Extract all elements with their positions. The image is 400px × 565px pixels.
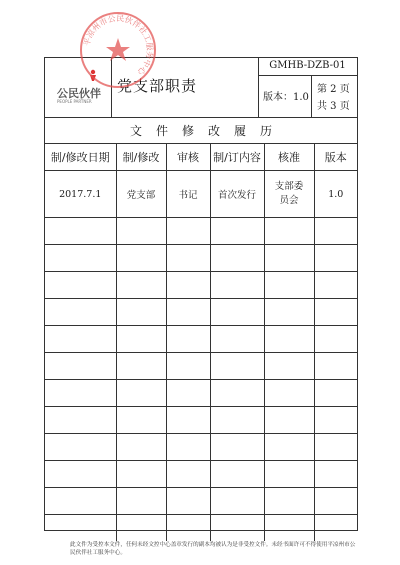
table-cell: [314, 488, 357, 515]
document-title: 党支部职责: [117, 77, 198, 95]
table-cell: [116, 515, 166, 542]
revision-history-heading: [45, 117, 357, 144]
table-cell: [166, 515, 210, 542]
table-cell: [210, 218, 264, 245]
col-header-content: 制/订内容: [210, 143, 264, 171]
table-cell: [264, 380, 314, 407]
document-code: GMHB-DZB-01: [269, 60, 346, 71]
table-cell: [210, 299, 264, 326]
table-row: [45, 245, 357, 272]
document-frame: [44, 57, 358, 531]
table-cell: [264, 272, 314, 299]
table-cell: [45, 245, 116, 272]
table-row: [45, 272, 357, 299]
table-cell: [116, 488, 166, 515]
table-cell: [264, 515, 314, 542]
table-cell: [166, 299, 210, 326]
table-cell: [210, 380, 264, 407]
logo-text: 公民伙伴: [57, 87, 101, 100]
table-cell: [314, 461, 357, 488]
table-cell: [45, 515, 116, 542]
cell-approval: [264, 171, 314, 218]
table-row: [45, 380, 357, 407]
table-cell: [314, 299, 357, 326]
col-header-approval: 核准: [264, 143, 314, 171]
table-cell: [210, 353, 264, 380]
section-title: 文件修改履历: [129, 124, 286, 138]
table-cell: [210, 515, 264, 542]
table-cell: [166, 272, 210, 299]
table-cell: [314, 245, 357, 272]
table-cell: [116, 353, 166, 380]
revision-history-table: [45, 143, 357, 541]
table-cell: [314, 515, 357, 542]
table-cell: [116, 434, 166, 461]
table-row: [45, 488, 357, 515]
official-seal: [78, 10, 158, 90]
table-cell: [166, 245, 210, 272]
table-cell: [116, 218, 166, 245]
table-cell: [116, 380, 166, 407]
col-header-review: 审核: [166, 143, 210, 171]
col-header-author: 制/修改: [116, 143, 166, 171]
seal-star-icon: [106, 38, 130, 61]
cell-review: 书记: [166, 171, 210, 218]
table-row: [45, 407, 357, 434]
page-number: 第 2 页: [317, 84, 350, 95]
table-cell: [166, 326, 210, 353]
table-cell: [210, 326, 264, 353]
table-cell: [210, 461, 264, 488]
table-row: [45, 515, 357, 542]
table-row: [45, 218, 357, 245]
table-cell: [45, 299, 116, 326]
table-cell: [116, 326, 166, 353]
table-cell: [166, 380, 210, 407]
table-cell: [45, 326, 116, 353]
cell-version: 1.0: [314, 171, 357, 218]
cell-author: 党支部: [116, 171, 166, 218]
table-cell: [264, 245, 314, 272]
table-cell: [264, 326, 314, 353]
version-label: 版本：1.0: [263, 92, 309, 103]
seal-text: 平凉州市公民伙伴社工服务中心: [82, 13, 155, 77]
table-row: [45, 326, 357, 353]
table-cell: [314, 407, 357, 434]
footer-note: 此文件为受控本文件，任何未经文控中心盖章发行的副本均被认为是非受控文件。未经书面许可不得使用平凉州市公民伙伴社工服务中心。: [70, 542, 356, 556]
table-cell: [45, 407, 116, 434]
table-cell: [210, 434, 264, 461]
table-cell: [45, 218, 116, 245]
table-cell: [45, 461, 116, 488]
table-cell: [45, 434, 116, 461]
table-cell: [264, 299, 314, 326]
table-cell: [166, 461, 210, 488]
table-cell: [210, 272, 264, 299]
table-row: [45, 461, 357, 488]
cell-content: 首次发行: [210, 171, 264, 218]
cell-approval-text: 支部委员会: [274, 181, 304, 206]
table-cell: [264, 218, 314, 245]
table-cell: [314, 272, 357, 299]
table-cell: [264, 488, 314, 515]
table-cell: [166, 407, 210, 434]
table-cell: [166, 218, 210, 245]
table-cell: [45, 380, 116, 407]
table-cell: [116, 461, 166, 488]
table-cell: [45, 488, 116, 515]
table-cell: [314, 380, 357, 407]
table-cell: [45, 353, 116, 380]
table-cell: [264, 434, 314, 461]
table-row: [45, 434, 357, 461]
table-cell: [314, 353, 357, 380]
table-cell: [210, 488, 264, 515]
col-header-version: 版本: [314, 143, 357, 171]
table-cell: [210, 245, 264, 272]
table-cell: [264, 407, 314, 434]
table-cell: [166, 434, 210, 461]
total-pages: 共 3 页: [317, 101, 350, 112]
table-cell: [210, 407, 264, 434]
table-cell: [314, 326, 357, 353]
table-header-row: [45, 143, 357, 171]
table-row: [45, 171, 357, 218]
table-row: [45, 353, 357, 380]
table-row: [45, 299, 357, 326]
cell-date: 2017.7.1: [45, 171, 116, 218]
table-cell: [264, 353, 314, 380]
table-cell: [116, 245, 166, 272]
table-cell: [166, 353, 210, 380]
table-cell: [314, 218, 357, 245]
table-cell: [264, 461, 314, 488]
table-cell: [166, 488, 210, 515]
col-header-date: 制/修改日期: [45, 143, 116, 171]
table-cell: [116, 299, 166, 326]
table-cell: [45, 272, 116, 299]
table-cell: [314, 434, 357, 461]
table-cell: [116, 407, 166, 434]
table-cell: [116, 272, 166, 299]
logo-subtext: PEOPLE PARTNER: [57, 99, 92, 104]
